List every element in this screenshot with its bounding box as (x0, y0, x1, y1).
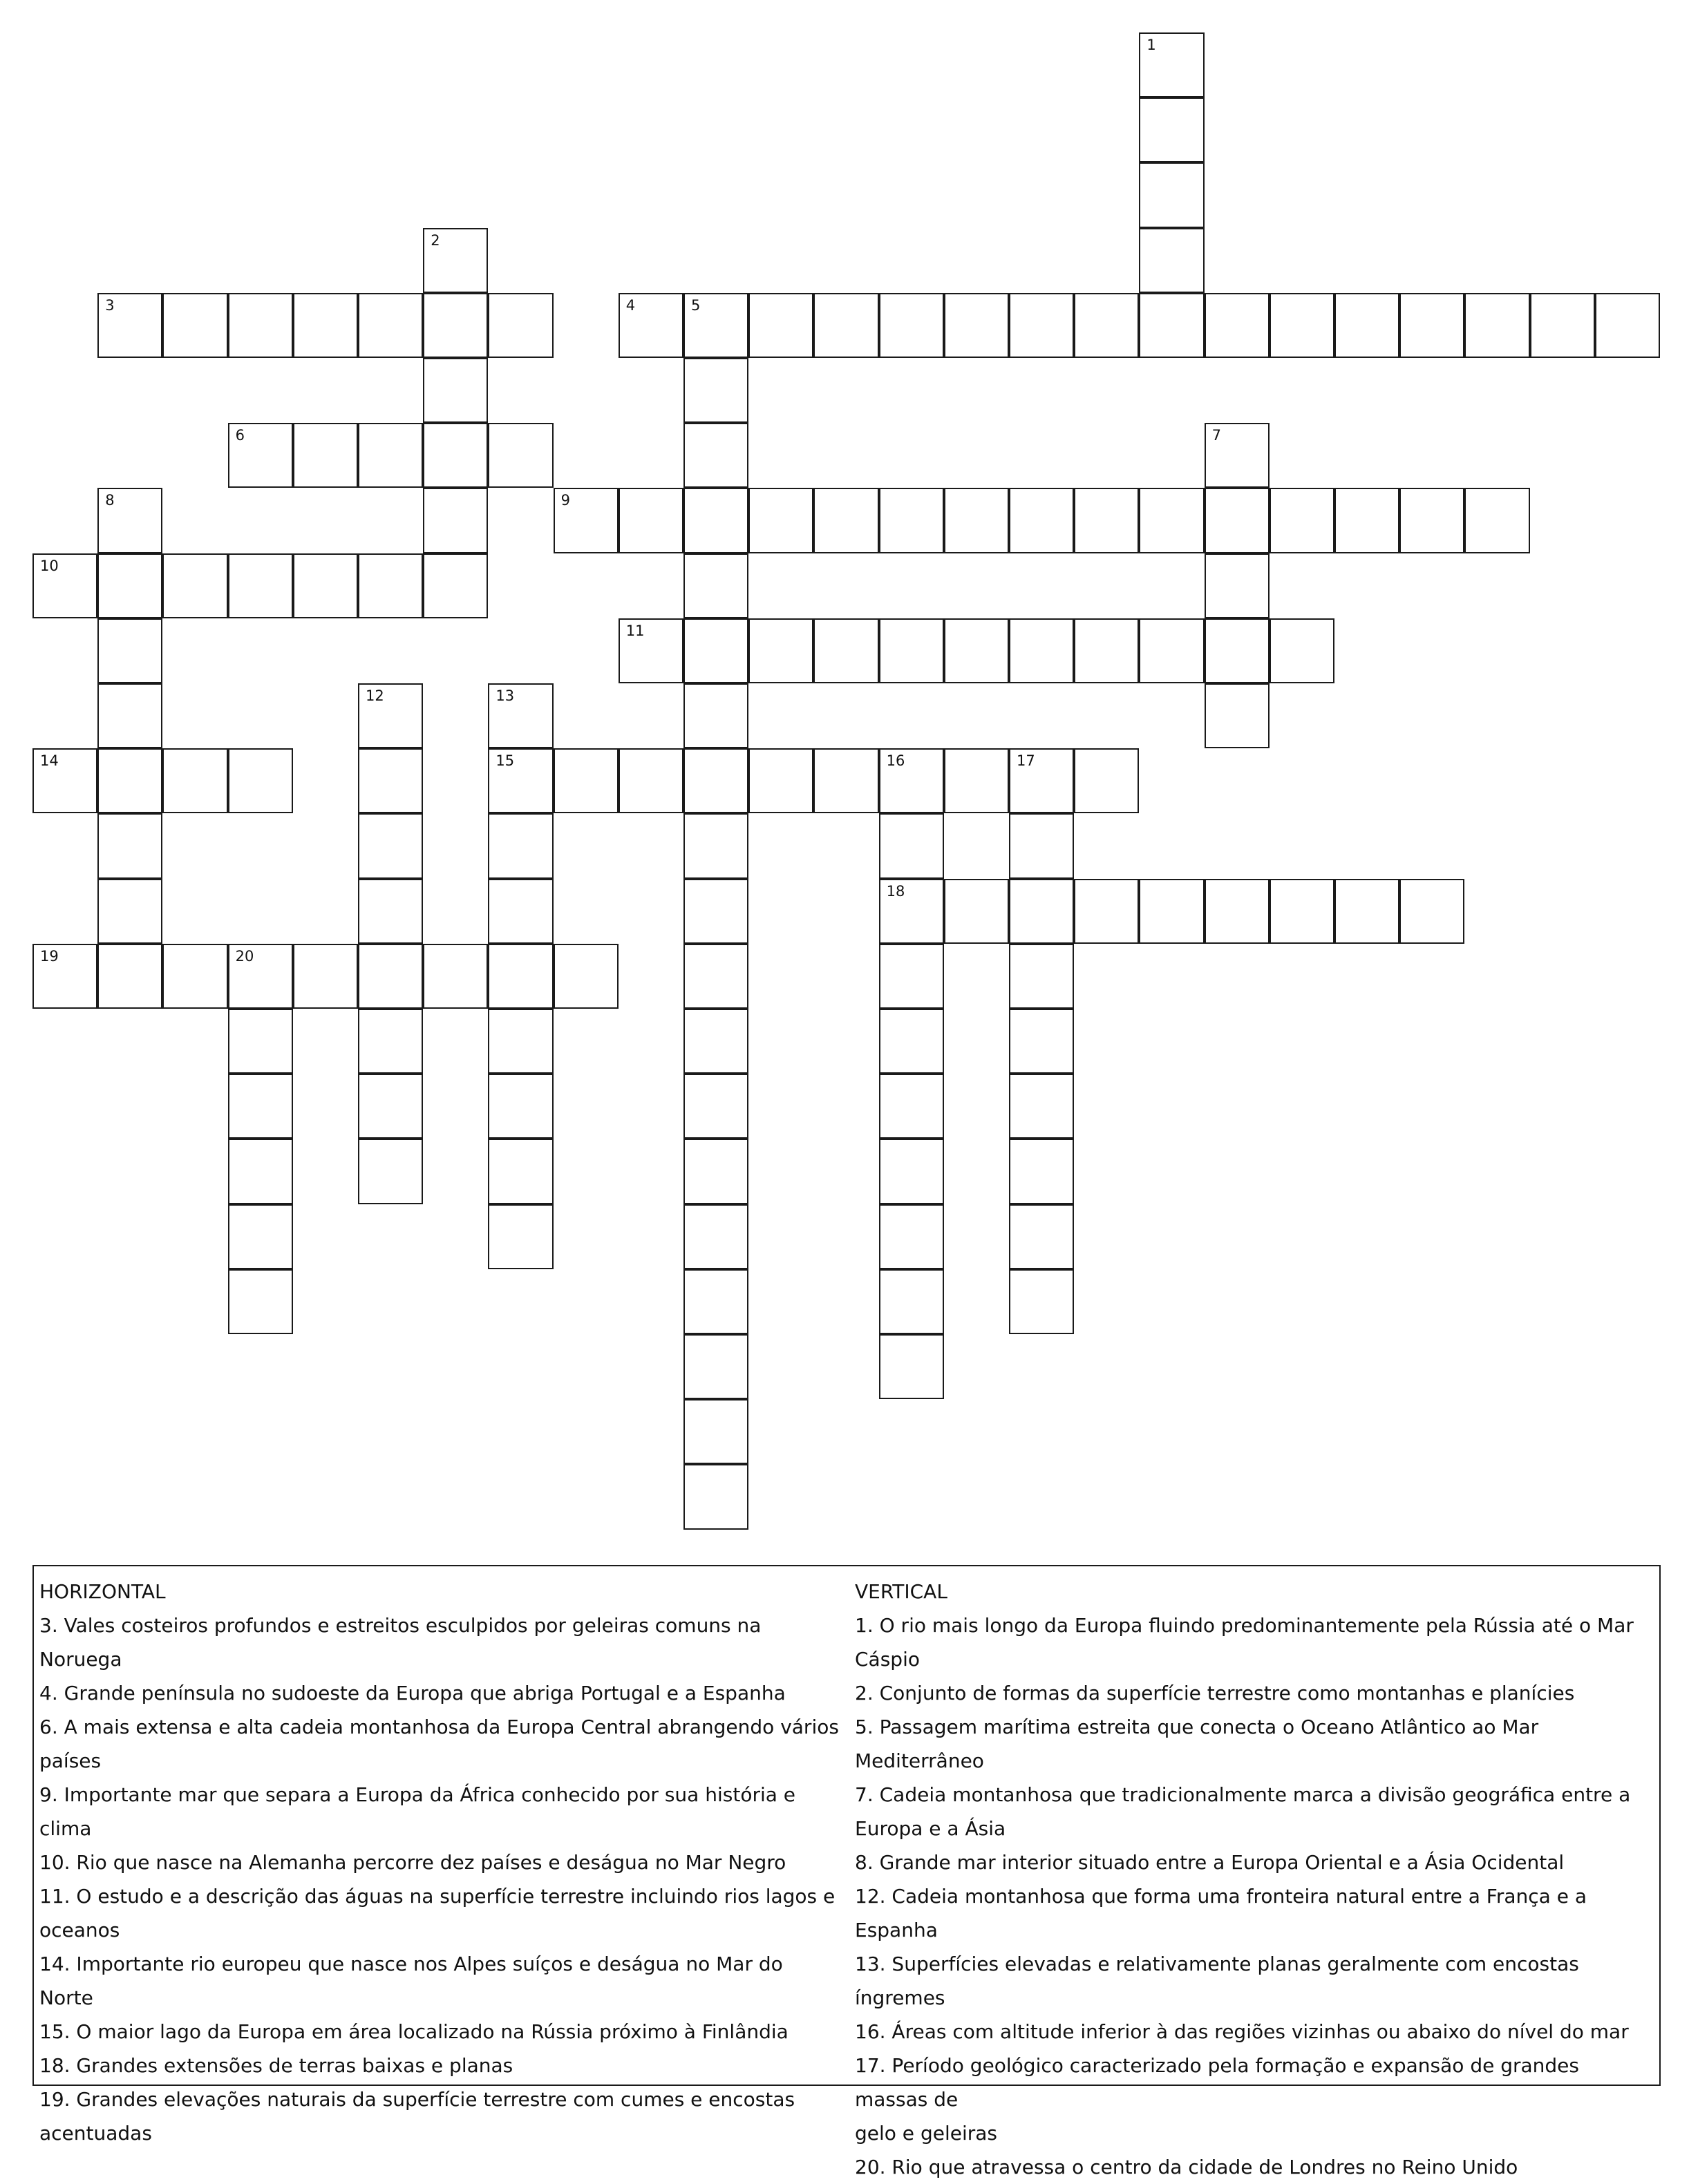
across-heading: HORIZONTAL (39, 1580, 166, 1603)
grid-cell[interactable] (1205, 423, 1270, 488)
grid-cell[interactable] (683, 618, 748, 683)
grid-cell[interactable] (488, 1009, 553, 1074)
grid-cell[interactable] (1074, 488, 1139, 553)
grid-cell[interactable] (293, 293, 358, 358)
grid-cell[interactable] (358, 813, 423, 878)
grid-cell[interactable] (228, 944, 293, 1009)
grid-cell[interactable] (228, 293, 293, 358)
clue-number: 1 (1147, 37, 1156, 53)
grid-cell[interactable] (683, 813, 748, 878)
grid-cell[interactable] (97, 683, 162, 748)
grid-cell[interactable] (683, 423, 748, 488)
grid-cell[interactable] (554, 748, 619, 813)
grid-cell[interactable] (683, 553, 748, 618)
grid-cell[interactable] (358, 553, 423, 618)
clue-number: 9 (560, 492, 570, 509)
clue-number: 7 (1211, 427, 1221, 444)
grid-cell[interactable] (554, 488, 619, 553)
grid-cell[interactable] (1205, 488, 1270, 553)
grid-cell[interactable] (1464, 293, 1529, 358)
grid-cell[interactable] (944, 293, 1009, 358)
grid-cell[interactable] (683, 683, 748, 748)
grid-cell[interactable] (683, 748, 748, 813)
grid-cell[interactable] (423, 228, 488, 293)
down-clue-list (855, 1608, 1650, 2184)
clue-number: 5 (691, 296, 701, 314)
grid-cell[interactable] (97, 748, 162, 813)
grid-cell[interactable] (879, 1204, 944, 1269)
clue-number: 2 (431, 231, 440, 249)
grid-cell[interactable] (683, 944, 748, 1009)
grid-cell[interactable] (488, 423, 553, 488)
grid-cell[interactable] (1139, 228, 1204, 293)
grid-cell[interactable] (228, 553, 293, 618)
grid-cell[interactable] (748, 748, 813, 813)
clue-number: 16 (886, 752, 905, 770)
grid-cell[interactable] (1009, 879, 1074, 944)
grid-cell[interactable] (683, 293, 748, 358)
grid-cell[interactable] (1074, 293, 1139, 358)
grid-cell[interactable] (813, 293, 878, 358)
clue-line: 8. Grande mar interior situado entre a Europa Oriental e a Ásia Ocidental (855, 1851, 1565, 1874)
grid-cell[interactable] (944, 488, 1009, 553)
clue-line: oceanos (39, 1919, 120, 1941)
down-heading: VERTICAL (855, 1580, 947, 1603)
grid-cell[interactable] (1270, 618, 1334, 683)
grid-cell[interactable] (683, 879, 748, 944)
grid-cell[interactable] (1009, 1009, 1074, 1074)
grid-cell[interactable] (228, 1204, 293, 1269)
grid-cell[interactable] (748, 293, 813, 358)
grid-cell[interactable] (228, 1269, 293, 1334)
grid-cell[interactable] (1139, 488, 1204, 553)
grid-cell[interactable] (32, 944, 97, 1009)
grid-cell[interactable] (1270, 879, 1334, 944)
grid-cell[interactable] (1399, 293, 1464, 358)
clue-line: 7. Cadeia montanhosa que tradicionalmente marca a divisão geográfica entre a (855, 1783, 1631, 1806)
clue-number: 17 (1017, 752, 1035, 770)
grid-cell[interactable] (1464, 488, 1529, 553)
clue-line: gelo e geleiras (855, 2122, 997, 2145)
clue-line: 6. A mais extensa e alta cadeia montanhosa da Europa Central abrangendo vários (39, 1716, 839, 1738)
grid-cell[interactable] (879, 618, 944, 683)
clue-line: 15. O maior lago da Europa em área localizado na Rússia próximo à Finlândia (39, 2020, 789, 2043)
grid-cell[interactable] (879, 748, 944, 813)
grid-cell[interactable] (683, 1009, 748, 1074)
grid-cell[interactable] (1334, 293, 1399, 358)
grid-cell[interactable] (162, 944, 227, 1009)
grid-cell[interactable] (813, 748, 878, 813)
grid-cell[interactable] (1009, 618, 1074, 683)
grid-cell[interactable] (488, 944, 553, 1009)
grid-cell[interactable] (358, 1009, 423, 1074)
grid-cell[interactable] (228, 423, 293, 488)
grid-cell[interactable] (748, 488, 813, 553)
clue-line: 19. Grandes elevações naturais da superfície terrestre com cumes e encostas (39, 2088, 795, 2111)
grid-cell[interactable] (683, 1204, 748, 1269)
grid-cell[interactable] (488, 813, 553, 878)
grid-cell[interactable] (879, 293, 944, 358)
clue-number: 14 (40, 752, 59, 770)
grid-cell[interactable] (358, 1074, 423, 1139)
clue-line: Europa e a Ásia (855, 1817, 1006, 1840)
grid-cell[interactable] (1074, 879, 1139, 944)
grid-cell[interactable] (488, 748, 553, 813)
grid-cell[interactable] (1270, 293, 1334, 358)
grid-cell[interactable] (1139, 162, 1204, 227)
grid-cell[interactable] (97, 553, 162, 618)
grid-cell[interactable] (423, 293, 488, 358)
across-clues-column (39, 1575, 841, 2150)
grid-cell[interactable] (1139, 32, 1204, 97)
grid-cell[interactable] (488, 879, 553, 944)
clue-line: 2. Conjunto de formas da superfície terrestre como montanhas e planícies (855, 1682, 1575, 1705)
grid-cell[interactable] (879, 1139, 944, 1204)
grid-cell[interactable] (619, 618, 683, 683)
grid-cell[interactable] (1139, 879, 1204, 944)
grid-cell[interactable] (423, 358, 488, 423)
clue-line: 13. Superfícies elevadas e relativamente planas geralmente com encostas íngremes (855, 1953, 1579, 2009)
grid-cell[interactable] (358, 423, 423, 488)
clue-number: 20 (235, 947, 254, 965)
grid-cell[interactable] (619, 488, 683, 553)
grid-cell[interactable] (1270, 488, 1334, 553)
grid-cell[interactable] (944, 879, 1009, 944)
grid-cell[interactable] (228, 1074, 293, 1139)
clue-line: 1. O rio mais longo da Europa fluindo predominantemente pela Rússia até o Mar (855, 1614, 1634, 1637)
clue-line: Cáspio (855, 1648, 920, 1671)
grid-cell[interactable] (228, 748, 293, 813)
grid-cell[interactable] (683, 1139, 748, 1204)
grid-cell[interactable] (1074, 748, 1139, 813)
grid-cell[interactable] (423, 488, 488, 553)
clue-line: 5. Passagem marítima estreita que conecta o Oceano Atlântico ao Mar Mediterrâneo (855, 1716, 1539, 1772)
grid-cell[interactable] (32, 748, 97, 813)
grid-cell[interactable] (488, 1204, 553, 1269)
grid-cell[interactable] (97, 488, 162, 553)
clue-number: 3 (105, 296, 115, 314)
grid-cell[interactable] (1139, 618, 1204, 683)
grid-cell[interactable] (1074, 618, 1139, 683)
grid-cell[interactable] (683, 1334, 748, 1399)
grid-cell[interactable] (97, 879, 162, 944)
clue-line: 12. Cadeia montanhosa que forma uma fronteira natural entre a França e a Espanha (855, 1885, 1587, 1941)
clue-number: 15 (496, 752, 515, 770)
grid-cell[interactable] (683, 1269, 748, 1334)
grid-cell[interactable] (423, 944, 488, 1009)
clue-number: 8 (105, 492, 115, 509)
grid-cell[interactable] (1334, 488, 1399, 553)
across-clue-list (39, 1608, 841, 2150)
clue-line: 18. Grandes extensões de terras baixas e planas (39, 2054, 513, 2077)
clue-line: acentuadas (39, 2122, 152, 2145)
grid-cell[interactable] (488, 293, 553, 358)
grid-cell[interactable] (879, 1334, 944, 1399)
clue-number: 10 (40, 557, 59, 574)
grid-cell[interactable] (683, 1074, 748, 1139)
clue-number: 12 (366, 687, 384, 704)
grid-cell[interactable] (619, 748, 683, 813)
grid-cell[interactable] (293, 944, 358, 1009)
grid-cell[interactable] (162, 748, 227, 813)
grid-cell[interactable] (423, 553, 488, 618)
grid-cell[interactable] (1009, 1269, 1074, 1334)
grid-cell[interactable] (879, 944, 944, 1009)
grid-cell[interactable] (488, 1139, 553, 1204)
grid-cell[interactable] (813, 618, 878, 683)
clue-line: 10. Rio que nasce na Alemanha percorre dez países e deságua no Mar Negro (39, 1851, 786, 1874)
grid-cell[interactable] (944, 748, 1009, 813)
grid-cell[interactable] (1009, 1204, 1074, 1269)
grid-cell[interactable] (1205, 683, 1270, 748)
grid-cell[interactable] (1205, 293, 1270, 358)
grid-cell[interactable] (1009, 748, 1074, 813)
grid-cell[interactable] (879, 1074, 944, 1139)
grid-cell[interactable] (1399, 488, 1464, 553)
grid-cell[interactable] (228, 1009, 293, 1074)
grid-cell[interactable] (683, 358, 748, 423)
grid-cell[interactable] (228, 1139, 293, 1204)
clue-line: 4. Grande península no sudoeste da Europa que abriga Portugal e a Espanha (39, 1682, 786, 1705)
grid-cell[interactable] (748, 618, 813, 683)
grid-cell[interactable] (1334, 879, 1399, 944)
grid-cell[interactable] (944, 618, 1009, 683)
grid-cell[interactable] (358, 879, 423, 944)
grid-cell[interactable] (1595, 293, 1660, 358)
grid-cell[interactable] (619, 293, 683, 358)
grid-cell[interactable] (97, 944, 162, 1009)
grid-cell[interactable] (1530, 293, 1595, 358)
grid-cell[interactable] (554, 944, 619, 1009)
grid-cell[interactable] (813, 488, 878, 553)
grid-cell[interactable] (1009, 293, 1074, 358)
grid-cell[interactable] (488, 683, 553, 748)
clue-line: 17. Período geológico caracterizado pela formação e expansão de grandes massas de (855, 2054, 1579, 2111)
grid-cell[interactable] (879, 488, 944, 553)
clue-line: 3. Vales costeiros profundos e estreitos esculpidos por geleiras comuns na Noruega (39, 1614, 762, 1671)
grid-cell[interactable] (879, 813, 944, 878)
grid-cell[interactable] (97, 293, 162, 358)
grid-cell[interactable] (358, 293, 423, 358)
grid-cell[interactable] (358, 944, 423, 1009)
grid-cell[interactable] (1205, 618, 1270, 683)
grid-cell[interactable] (879, 1009, 944, 1074)
clue-line: 20. Rio que atravessa o centro da cidade de Londres no Reino Unido (855, 2156, 1518, 2178)
clue-number: 4 (625, 296, 636, 314)
clue-line: países (39, 1749, 102, 1772)
grid-cell[interactable] (1399, 879, 1464, 944)
clue-number: 13 (496, 687, 515, 704)
clue-line: 16. Áreas com altitude inferior à das regiões vizinhas ou abaixo do nível do mar (855, 2020, 1629, 2043)
grid-cell[interactable] (1139, 293, 1204, 358)
clue-line: 11. O estudo e a descrição das águas na superfície terrestre incluindo rios lagos e (39, 1885, 836, 1908)
clues-panel (32, 1565, 1661, 2178)
grid-cell[interactable] (1009, 944, 1074, 1009)
down-clues-column (855, 1575, 1650, 2184)
clue-number: 11 (625, 622, 645, 639)
grid-cell[interactable] (162, 293, 227, 358)
grid-cell[interactable] (488, 1074, 553, 1139)
grid-cell[interactable] (97, 813, 162, 878)
grid-cell[interactable] (32, 553, 97, 618)
clue-number: 19 (40, 947, 59, 965)
grid-cell[interactable] (879, 1269, 944, 1334)
grid-cell[interactable] (358, 1139, 423, 1204)
grid-cell[interactable] (1205, 879, 1270, 944)
grid-cell[interactable] (1139, 97, 1204, 162)
grid-cell[interactable] (97, 618, 162, 683)
clue-line: 14. Importante rio europeu que nasce nos Alpes suíços e deságua no Mar do Norte (39, 1953, 783, 2009)
grid-cell[interactable] (879, 879, 944, 944)
grid-cell[interactable] (1009, 1074, 1074, 1139)
grid-cell[interactable] (358, 683, 423, 748)
grid-cell[interactable] (1009, 1139, 1074, 1204)
grid-cell[interactable] (1205, 553, 1270, 618)
clue-line: 9. Importante mar que separa a Europa da África conhecido por sua história e clima (39, 1783, 796, 1840)
clue-number: 18 (886, 882, 905, 900)
grid-cell[interactable] (1009, 813, 1074, 878)
grid-cell[interactable] (358, 748, 423, 813)
grid-cell[interactable] (1009, 488, 1074, 553)
grid-cell[interactable] (423, 423, 488, 488)
grid-cell[interactable] (683, 488, 748, 553)
grid-cell[interactable] (293, 553, 358, 618)
grid-cell[interactable] (293, 423, 358, 488)
clue-number: 6 (235, 427, 245, 444)
grid-cell[interactable] (683, 1399, 748, 1464)
grid-cell[interactable] (162, 553, 227, 618)
grid-cell[interactable] (683, 1464, 748, 1529)
